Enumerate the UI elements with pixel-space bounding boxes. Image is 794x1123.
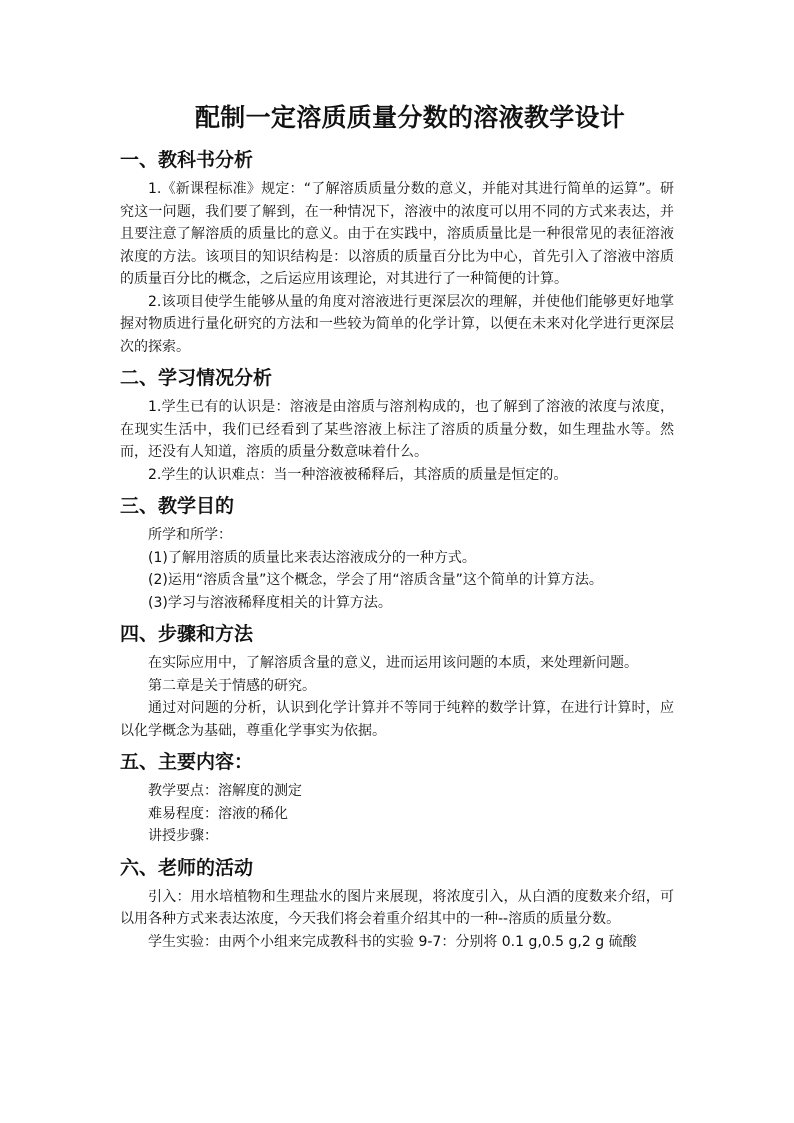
section-heading: 五、主要内容： [120, 751, 254, 773]
paragraph: 通过对问题的分析，认识到化学计算并不等同于纯粹的数学计算，在进行计算时，应以化学概念为基础，尊重化学事实为依据。 [120, 700, 674, 739]
section-heading: 六、老师的活动 [120, 856, 254, 879]
paragraph: (3)学习与溶液稀释度相关的计算方法。 [148, 594, 392, 611]
section-main-content [120, 748, 674, 848]
paragraph: 1.《新课程标准》规定：“了解溶质质量分数的意义，并能对其进行简单的运算”。研究这一问题，我们要了解到，在一种情况下，溶液中的浓度可以用不同的方式来表达，并且要注意了解溶质的质量比的意义。由于在实践中，溶质质量比是一种很常见的表征溶液浓度的方法。该项目的知识结构是：以溶质的质量百分比为中心，首先引入了溶液中溶质的质量百分比的概念，之后运应用该理论，对其进行了一种简便的计算。 [120, 181, 674, 287]
paragraph: 1.学生已有的认识是：溶液是由溶质与溶剂构成的，也了解到了溶液的浓度与浓度，在现实生活中，我们已经看到了某些溶液上标注了溶质的质量分数，如生理盐水等。然而，还没有人知道，溶质的质量分数意味着什么。 [120, 399, 674, 460]
paragraph: 所学和所学： [148, 527, 232, 543]
paragraph: 在实际应用中，了解溶质含量的意义，进而运用该问题的本质，来处理新问题。 [148, 655, 638, 671]
paragraph: (1)了解用溶质的质量比来表达溶液成分的一种方式。 [148, 549, 476, 566]
paragraph: 第二章是关于情感的研究。 [148, 677, 316, 694]
section-heading: 二、学习情况分析 [120, 367, 273, 389]
section-textbook-analysis [120, 146, 674, 358]
paragraph: 教学要点：溶解度的测定 [148, 783, 302, 799]
section-steps-methods [120, 620, 674, 742]
paragraph: 难易程度：溶液的稀化 [148, 805, 288, 822]
section-learning-analysis [120, 364, 674, 486]
section-heading: 四、步骤和方法 [120, 623, 254, 645]
paragraph: (2)运用“溶质含量”这个概念，学会了用“溶质含量”这个简单的计算方法。 [148, 572, 603, 588]
paragraph: 引入：用水培植物和生理盐水的图片来展现，将浓度引入，从白酒的度数来介绍，可以用各种方式来表达浓度，今天我们将会着重介绍其中的一种--溶质的质量分数。 [120, 888, 674, 927]
section-teacher-activity [120, 854, 674, 954]
paragraph: 学生实验：由两个小组来完成教科书的实验 9-7：分别将 0.1 g,0.5 g,2 g 硫酸 [148, 933, 637, 950]
document-title: 配制一定溶质质量分数的溶液教学设计 [195, 103, 626, 132]
paragraph: 2.学生的认识难点：当一种溶液被稀释后，其溶质的质量是恒定的。 [148, 466, 568, 483]
paragraph: 2.该项目使学生能够从量的角度对溶液进行更深层次的理解，并使他们能够更好地掌握对物质进行量化研究的方法和一些较为简单的化学计算，以便在未来对化学进行更深层次的探索。 [120, 293, 674, 355]
section-heading: 一、教科书分析 [120, 149, 254, 171]
paragraph: 讲授步骤： [148, 828, 218, 844]
section-teaching-goals [120, 492, 674, 614]
section-heading: 三、教学目的 [120, 495, 235, 517]
